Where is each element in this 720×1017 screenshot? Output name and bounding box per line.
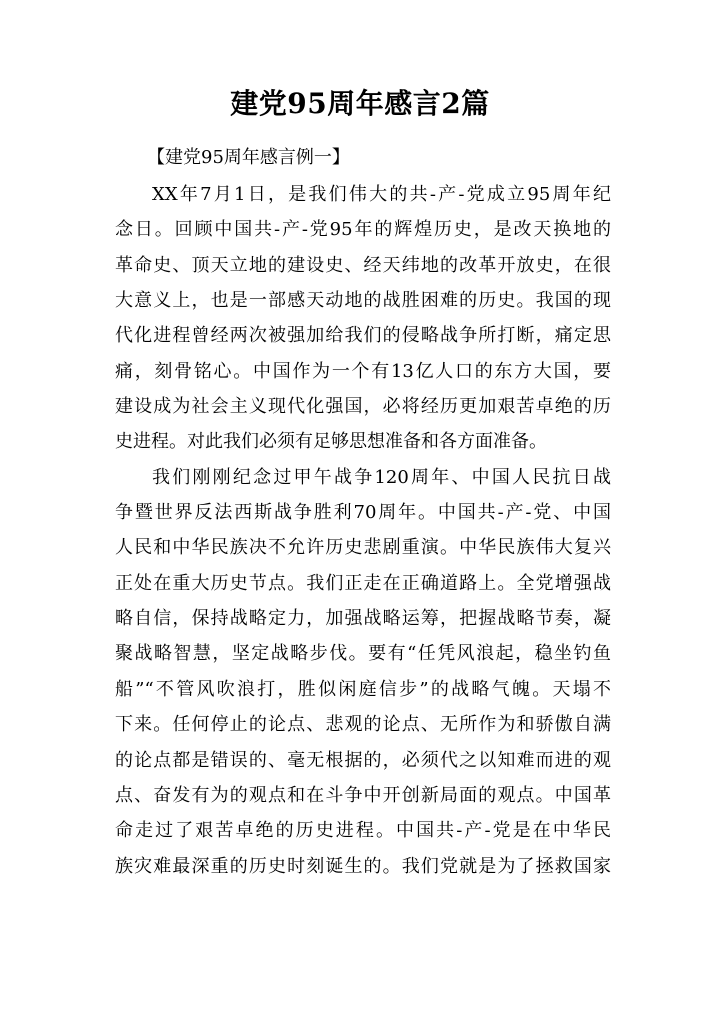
- text-line: 聚战略智慧，坚定战略步伐。要有“任凭风浪起，稳坐钓鱼: [115, 643, 611, 665]
- text-line: 略自信，保持战略定力，加强战略运筹，把握战略节奏，凝: [115, 608, 611, 630]
- text-line: 建设成为社会主义现代化强国，必将经历更加艰苦卓绝的历: [115, 396, 611, 418]
- text-line: 痛，刻骨铭心。中国作为一个有13亿人口的东方大国，要: [115, 360, 611, 382]
- text-line: 正处在重大历史节点。我们正走在正确道路上。全党增强战: [115, 572, 611, 594]
- text-line: 我们刚刚纪念过甲午战争120周年、中国人民抗日战: [152, 466, 611, 488]
- text-line: 革命史、顶天立地的建设史、经天纬地的改革开放史，在很: [115, 254, 611, 276]
- text-line: 史进程。对此我们必须有足够思想准备和各方面准备。: [115, 431, 547, 453]
- text-line: 人民和中华民族决不允许历史悲剧重演。中华民族伟大复兴: [115, 537, 611, 559]
- paragraph-1: [115, 180, 611, 463]
- text-line: 大意义上，也是一部感天动地的战胜困难的历史。我国的现: [115, 290, 611, 312]
- text-line: 命走过了艰苦卓绝的历史进程。中国共-产-党是在中华民: [115, 820, 611, 842]
- document-title: 建党95周年感言2篇: [230, 87, 490, 120]
- text-line: 下来。任何停止的论点、悲观的论点、无所作为和骄傲自满: [115, 714, 611, 736]
- text-line: XX年7月1日，是我们伟大的共-产-党成立95周年纪: [152, 184, 611, 205]
- text-line: 念日。回顾中国共-产-党95年的辉煌历史，是改天换地的: [115, 219, 611, 241]
- text-line: 的论点都是错误的、毫无根据的，必须代之以知难而进的观: [115, 749, 611, 771]
- text-line: 争暨世界反法西斯战争胜利70周年。中国共-产-党、中国: [115, 502, 611, 524]
- text-line: 点、奋发有为的观点和在斗争中开创新局面的观点。中国革: [115, 784, 611, 806]
- paragraph-2: [115, 463, 611, 887]
- text-line: 族灾难最深重的历史时刻诞生的。我们党就是为了拯救国家: [115, 855, 611, 877]
- text-line: 船”“不管风吹浪打，胜似闲庭信步”的战略气魄。天塌不: [115, 678, 611, 700]
- section-heading: 【建党95周年感言例一】: [147, 147, 350, 168]
- document-body: [115, 180, 611, 887]
- text-line: 代化进程曾经两次被强加给我们的侵略战争所打断，痛定思: [115, 325, 611, 347]
